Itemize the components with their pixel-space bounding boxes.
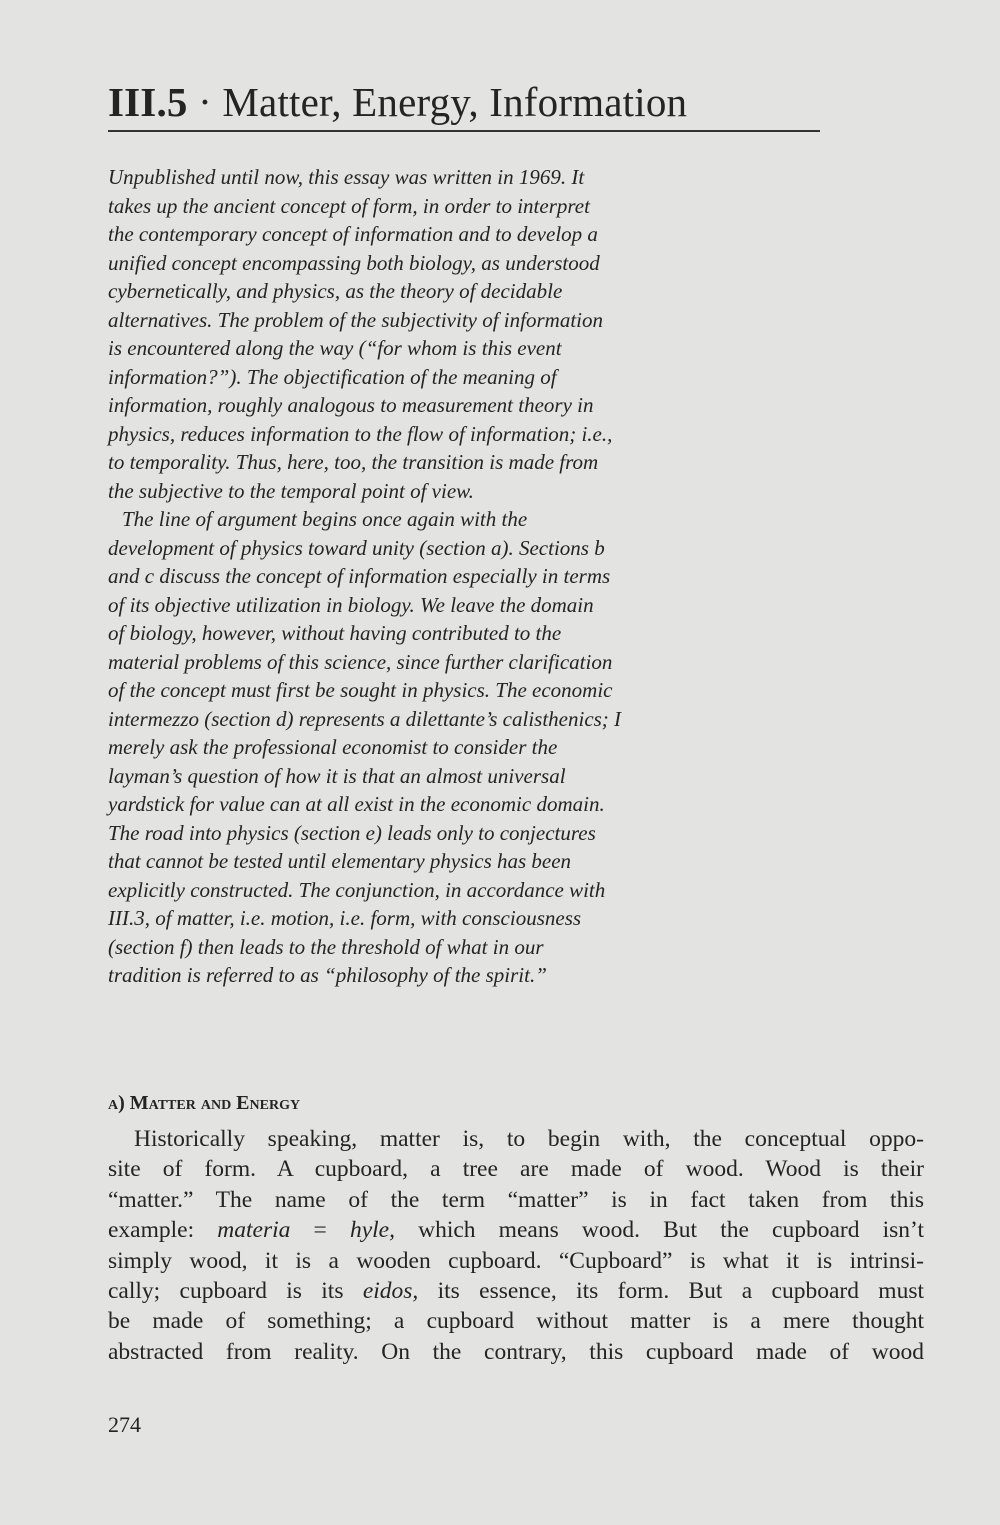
body-text-segment: site of form. A cupboard, a tree are made of wood. Wood is their	[108, 1156, 924, 1183]
title-rule	[108, 130, 820, 132]
intro-line: III.3, of matter, i.e. motion, i.e. form, with consciousness	[108, 906, 582, 930]
body-text-segment: abstracted from reality. On the contrary, this cupboard made of wood	[108, 1338, 924, 1365]
body-line	[108, 1306, 924, 1336]
title-separator: ·	[198, 79, 212, 125]
body-text-segment: cally; cupboard is its	[108, 1277, 363, 1304]
intro-line: intermezzo (section d) represents a dilettante’s calisthenics; I	[108, 706, 622, 731]
chapter-title	[108, 78, 687, 126]
intro-line: material problems of this science, since further clarification	[108, 649, 613, 674]
intro-line: yardstick for value can at all exist in the economic domain.	[108, 792, 605, 816]
intro-line: cybernetically, and physics, as the theory of decidable	[108, 279, 563, 303]
intro-line: takes up the ancient concept of form, in order to interpret	[108, 193, 590, 218]
body-line	[108, 1276, 924, 1306]
body-line	[108, 1124, 924, 1154]
intro-line: and c discuss the concept of information especially in terms	[108, 564, 611, 588]
intro-line: to temporality. Thus, here, too, the transition is made from	[108, 450, 599, 474]
intro-line: of its objective utilization in biology. We leave the domain	[108, 592, 594, 617]
intro-line: of the concept must first be sought in physics. The economic	[108, 678, 613, 702]
page-number: 274	[108, 1412, 141, 1437]
intro-line: unified concept encompassing both biology, as understood	[108, 250, 600, 275]
intro-line: layman’s question of how it is that an almost universal	[108, 763, 566, 788]
body-line	[108, 1337, 924, 1367]
intro-abstract	[108, 163, 621, 990]
body-text-segment: =	[290, 1217, 350, 1244]
intro-line: development of physics toward unity (section a). Sections b	[108, 535, 605, 560]
intro-line: the contemporary concept of information and to develop a	[108, 222, 598, 246]
intro-line: the subjective to the temporal point of view.	[108, 478, 474, 503]
body-text-segment: be made of something; a cupboard without matter is a mere thought	[108, 1308, 924, 1335]
body-text-segment: Historically speaking, matter is, to begin with, the conceptual oppo-	[134, 1126, 924, 1152]
body-text-segment: “matter.” The name of the term “matter” is in fact taken from this	[108, 1186, 924, 1213]
intro-line: information?”). The objectification of the meaning of	[108, 364, 557, 389]
body-text-segment: its essence, its form. But a cupboard must	[418, 1277, 925, 1304]
italic-term: hyle,	[349, 1217, 395, 1244]
body-line	[108, 1246, 924, 1276]
intro-line: merely ask the professional economist to consider the	[108, 735, 558, 759]
intro-line: alternatives. The problem of the subjectivity of information	[108, 307, 603, 332]
chapter-title-text: Matter, Energy, Information	[222, 79, 688, 125]
intro-line: of biology, however, without having contributed to the	[108, 621, 562, 645]
body-line	[108, 1185, 924, 1215]
intro-line: (section f) then leads to the threshold of what in our	[108, 934, 544, 959]
intro-line: Unpublished until now, this essay was written in 1969. It	[108, 165, 585, 189]
body-line	[108, 1215, 924, 1245]
intro-line: tradition is referred to as “philosophy of the spirit.”	[108, 963, 547, 987]
italic-term: eidos,	[362, 1277, 419, 1304]
body-text-segment: simply wood, it is a wooden cupboard. “Cupboard” is what it is intrinsi-	[108, 1247, 924, 1274]
intro-line: The road into physics (section e) leads only to conjectures	[108, 820, 596, 845]
italic-term: materia	[217, 1217, 291, 1244]
chapter-number: III.5	[108, 79, 188, 125]
intro-line: that cannot be tested until elementary physics has been	[108, 849, 572, 873]
body-line	[108, 1154, 924, 1184]
intro-line: information, roughly analogous to measurement theory in	[108, 393, 594, 417]
body-text-segment: example:	[108, 1217, 218, 1244]
intro-line: physics, reduces information to the flow of information; i.e.,	[108, 421, 613, 446]
body-text	[108, 1124, 924, 1367]
intro-line: is encountered along the way (“for whom is this event	[108, 336, 562, 360]
intro-line: explicitly constructed. The conjunction, in accordance with	[108, 877, 606, 902]
section-heading: a) Matter and Energy	[108, 1092, 301, 1114]
intro-line: The line of argument begins once again with the	[122, 507, 528, 531]
body-text-segment: which means wood. But the cupboard isn’t	[394, 1217, 924, 1244]
